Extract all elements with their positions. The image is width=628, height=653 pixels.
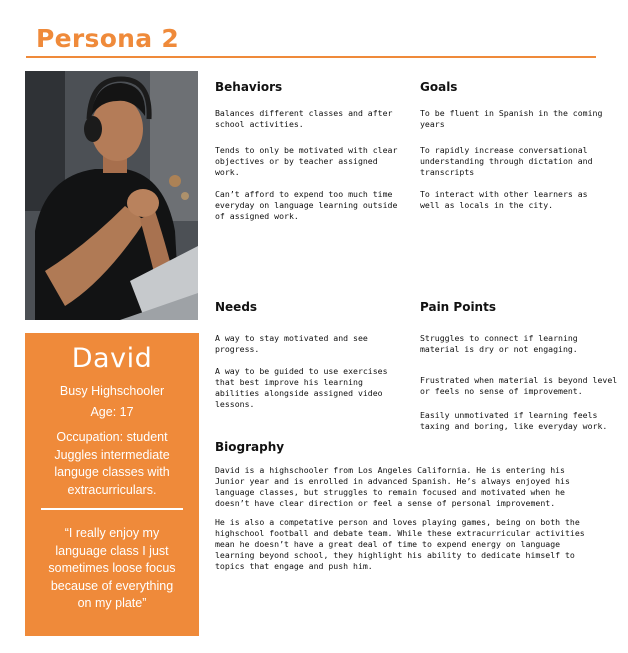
title-divider <box>26 56 596 58</box>
behaviors-item <box>215 108 415 130</box>
text-line: years <box>420 119 445 129</box>
text-line: understanding through dictation and <box>420 156 593 166</box>
text-line: To be fluent in Spanish in the coming <box>420 108 603 118</box>
text-line: everyday on language learning outside <box>215 200 398 210</box>
text-line: Junior year and is enrolled in advanced Spanish. He’s always enjoyed his <box>215 476 570 486</box>
text-line: transcripts <box>420 167 475 177</box>
biography-heading: Biography <box>215 440 285 454</box>
quote-line: “I really enjoy my <box>64 526 160 540</box>
text-line: doesn’t have clear direction or feel a sense of personal improvement. <box>215 498 556 508</box>
behaviors-heading: Behaviors <box>215 80 283 94</box>
persona-age: Age: 17 <box>90 405 134 419</box>
biography-paragraph <box>215 517 615 572</box>
pain-points-item <box>420 333 625 355</box>
text-line: To interact with other learners as <box>420 189 588 199</box>
quote-line: language class I just <box>55 543 169 558</box>
text-line: A way to stay motivated and see <box>215 333 368 343</box>
text-line: A way to be guided to use exercises <box>215 366 388 376</box>
quote-line: sometimes loose focus <box>48 561 176 575</box>
goals-item <box>420 108 620 130</box>
text-line: abilities alongside assigned video <box>215 388 383 398</box>
text-line: learning beyond school, they highlight his ability to dedicate himself to <box>215 550 575 560</box>
text-line: He is also a competative person and loves playing games, being on both the <box>215 517 580 527</box>
text-line: topics that engage and push him. <box>215 561 373 571</box>
page-title: Persona 2 <box>36 24 180 53</box>
persona-role: Busy Highschooler <box>59 384 165 398</box>
occupation-line: Occupation: student <box>56 430 168 444</box>
text-line: work. <box>215 167 240 177</box>
occupation-line: Juggles intermediate <box>54 447 170 462</box>
text-line: language classes, but struggles to remain focused and motivated when he <box>215 487 565 497</box>
text-line: school activities. <box>215 119 304 129</box>
text-line: highschool football and debate team. While these extracurricular activities <box>215 528 585 538</box>
text-line: that best improve his learning <box>215 377 363 387</box>
occupation-line: extracurriculars. <box>67 482 157 497</box>
text-line: lessons. <box>215 399 255 409</box>
quote-line: on my plate” <box>77 596 147 610</box>
persona-name: David <box>71 343 153 374</box>
goals-item <box>420 145 620 178</box>
text-line: mean he doesn’t have a great deal of time to expend energy on language <box>215 539 561 549</box>
text-line: material is dry or not engaging. <box>420 344 578 354</box>
text-line: progress. <box>215 344 260 354</box>
persona-card <box>25 333 199 636</box>
pain-points-item <box>420 375 625 397</box>
text-line: Tends to only be motivated with clear <box>215 145 398 155</box>
persona-occupation <box>25 429 199 499</box>
text-line: Easily unmotivated if learning feels <box>420 410 598 420</box>
goals-item <box>420 189 620 211</box>
quote-line: because of everything <box>50 578 174 593</box>
biography-paragraph <box>215 465 615 509</box>
needs-item <box>215 366 415 410</box>
text-line: David is a highschooler from Los Angeles California. He is entering his <box>215 465 565 475</box>
card-divider <box>41 508 183 510</box>
needs-item <box>215 333 415 355</box>
persona-photo <box>25 71 198 320</box>
text-line: of assigned work. <box>215 211 299 221</box>
text-line: To rapidly increase conversational <box>420 145 588 155</box>
text-line: well as locals in the city. <box>420 200 554 210</box>
text-line: taxing and boring, like everyday work. <box>420 421 608 431</box>
text-line: Can’t afford to expend too much time <box>215 189 393 199</box>
pain-points-heading: Pain Points <box>420 300 496 314</box>
needs-heading: Needs <box>215 300 258 314</box>
text-line: Frustrated when material is beyond level <box>420 375 618 385</box>
goals-heading: Goals <box>420 80 458 94</box>
text-line: or feels no sense of improvement. <box>420 386 583 396</box>
pain-points-item <box>420 410 625 432</box>
behaviors-item <box>215 145 415 178</box>
text-line: Balances different classes and after <box>215 108 393 118</box>
persona-photo-illustration <box>25 71 198 320</box>
behaviors-item <box>215 189 415 222</box>
text-line: Struggles to connect if learning <box>420 333 578 343</box>
text-line: objectives or by teacher assigned <box>215 156 378 166</box>
occupation-line: languge classes with <box>54 465 170 479</box>
persona-quote <box>33 525 191 613</box>
